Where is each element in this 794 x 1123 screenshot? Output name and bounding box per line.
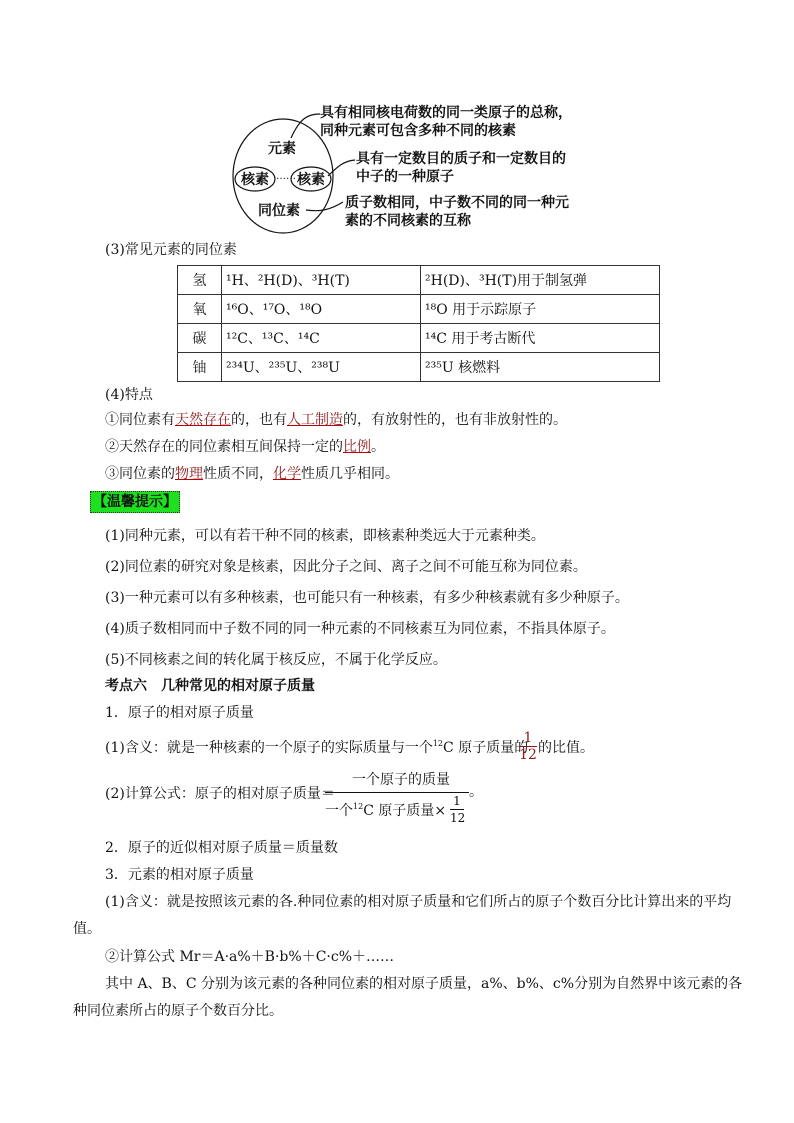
feature-1-answer-natural: 天然存在 [175, 412, 231, 428]
calc-den-fraction-denominator: 12 [450, 811, 466, 825]
s1-def-text-c: 的比值。 [538, 740, 594, 756]
desc-element-line1: 具有相同核电荷数的同一类原子的总称， [320, 105, 572, 121]
section6-s3-definition-line1: (1)含义：就是按照该元素的各.种同位素的相对原子质量和它们所占的原子个数百分比计算出来的平均 [105, 894, 732, 910]
calc-den-fraction-numerator: 1 [453, 794, 461, 808]
diagram-isotope-label: 同位素 [258, 203, 300, 219]
table-cell-use: ¹⁴C 用于考古断代 [421, 324, 660, 353]
section6-s3-definition-line2: 值。 [73, 921, 101, 937]
feature-2-text-c: 。 [371, 439, 385, 455]
section6-heading: 考点六 几种常见的相对原子质量 [105, 678, 315, 694]
tip-item: (2)同位素的研究对象是核素，因此分子之间、离子之间不可能互称为同位素。 [105, 559, 587, 575]
one-twelfth-fraction [519, 730, 537, 763]
calc-numerator: 一个原子的质量 [352, 772, 450, 788]
table-row [178, 266, 660, 295]
s1-def-sup: 12 [432, 739, 444, 748]
table-row [178, 324, 660, 353]
desc-isotope-line1: 质子数相同，中子数不同的同一种元 [345, 195, 569, 211]
table-cell-use: ²³⁵U 核燃料 [421, 353, 660, 382]
table-cell-element: 氢 [178, 266, 222, 295]
feature-1-answer-artificial: 人工制造 [287, 412, 343, 428]
table-cell-isotopes: ¹²C、¹³C、¹⁴C [222, 324, 421, 353]
diagram-element-label: 元素 [268, 141, 296, 157]
feature-3-answer-chemical: 化学 [273, 466, 301, 482]
isotope-table [177, 265, 660, 382]
table-cell-isotopes: ²³⁴U、²³⁵U、²³⁸U [222, 353, 421, 382]
section6-s3-note-line2: 种同位素所占的原子个数百分比。 [73, 1003, 283, 1019]
table-cell-use: ²H(D)、³H(T)用于制氢弹 [421, 266, 660, 295]
fraction-denominator: 12 [519, 747, 537, 763]
section6-s1: 1．原子的相对原子质量 [105, 705, 254, 721]
feature-3-answer-physical: 物理 [175, 466, 203, 482]
calc-denominator [325, 802, 446, 820]
table-cell-element: 铀 [178, 353, 222, 382]
section6-s3-calc: ②计算公式 Mr＝A·a%＋B·b%＋C·c%＋…… [105, 949, 394, 965]
section6-s1-definition [105, 739, 528, 757]
calc-den-text-a: 一个 [325, 803, 353, 819]
feature-1-text-a: ①同位素有 [105, 412, 175, 428]
calc-den-fraction [450, 793, 464, 826]
section6-s2: 2．原子的近似相对原子质量＝质量数 [105, 840, 338, 856]
diagram-ellipsis: …… [276, 171, 296, 182]
feature-2-text-a: ②天然存在的同位素相互间保持一定的 [105, 439, 343, 455]
table-cell-use: ¹⁸O 用于示踪原子 [421, 295, 660, 324]
desc-isotope-line2: 素的不同核素的互称 [345, 213, 471, 229]
section6-s3-note-line1: 其中 A、B、C 分别为该元素的各种同位素的相对原子质量，a%、b%、c%分别为自然界中该元素的各 [105, 976, 743, 992]
calc-den-text-b: C 原子质量× [363, 803, 447, 819]
table-row [178, 353, 660, 382]
s1-def-text-a: (1)含义：就是一种核素的一个原子的实际质量与一个 [105, 740, 433, 756]
diagram-nuclide-right-label: 核素 [297, 172, 325, 188]
feature-1-text-c: 的，也有 [231, 412, 287, 428]
feature-3-text-e: 性质几乎相同。 [301, 466, 399, 482]
s1-def-text-b: C 原子质量的 [443, 740, 529, 756]
tip-item: (1)同种元素，可以有若干种不同的核素，即核素种类远大于元素种类。 [105, 528, 545, 544]
s1-calc-label: (2)计算公式：原子的相对原子质量＝ [105, 786, 335, 802]
isotope-pointer-line [306, 202, 343, 211]
feature-2-answer-ratio: 比例 [343, 439, 371, 455]
table-row [178, 295, 660, 324]
diagram-nuclide-left-label: 核素 [241, 172, 269, 188]
desc-nuclide-line2: 中子的一种原子 [356, 169, 454, 185]
tip-label: 【温馨提示】 [90, 491, 180, 513]
tip-item: (4)质子数相同而中子数不同的同一种元素的不同核素互为同位素，不指具体原子。 [105, 621, 615, 637]
tip-item: (3)一种元素可以有多种核素，也可能只有一种核素，有多少种核素就有多少种原子。 [105, 590, 629, 606]
calc-end: 。 [469, 784, 483, 800]
element-pointer-line [291, 114, 320, 138]
section6-s3: 3．元素的相对原子质量 [105, 867, 254, 883]
table-cell-isotopes: ¹H、²H(D)、³H(T) [222, 266, 421, 295]
table-cell-isotopes: ¹⁶O、¹⁷O、¹⁸O [222, 295, 421, 324]
calc-fraction-bar [325, 792, 469, 793]
table-cell-element: 氧 [178, 295, 222, 324]
tip-item: (5)不同核素之间的转化属于核反应，不属于化学反应。 [105, 652, 447, 668]
feature-1 [105, 411, 567, 429]
desc-element-line2: 同种元素可包含多种不同的核素 [320, 123, 516, 139]
feature-3 [105, 465, 399, 483]
desc-nuclide-line1: 具有一定数目的质子和一定数目的 [356, 151, 566, 167]
features-title: (4)特点 [105, 387, 153, 403]
feature-3-text-a: ③同位素的 [105, 466, 175, 482]
section3-title: (3)常见元素的同位素 [105, 242, 237, 258]
feature-1-text-e: 的，有放射性的，也有非放射性的。 [343, 412, 567, 428]
calc-den-sup: 12 [353, 802, 364, 811]
fraction-numerator: 1 [523, 730, 533, 746]
feature-3-text-c: 性质不同， [203, 466, 273, 482]
feature-2 [105, 438, 385, 456]
table-cell-element: 碳 [178, 324, 222, 353]
